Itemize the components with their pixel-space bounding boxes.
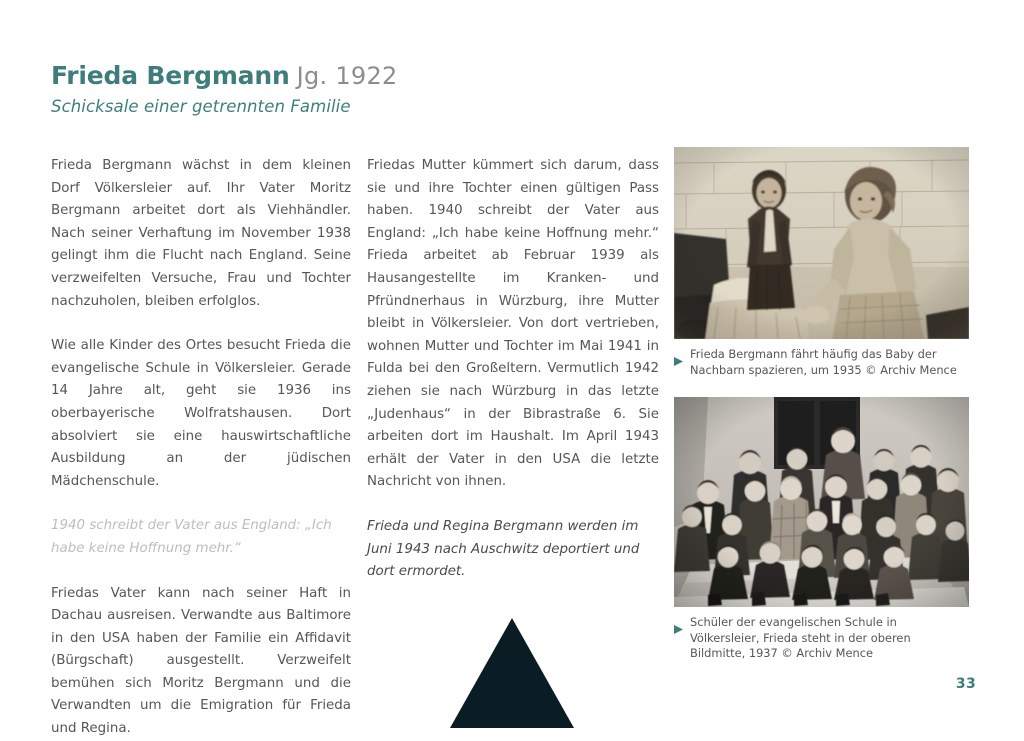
decorative-triangle xyxy=(450,618,574,728)
caption-triangle-icon xyxy=(674,351,683,370)
photo-caption-portrait xyxy=(674,347,969,378)
photo-caption-class xyxy=(674,615,969,662)
photo-portrait xyxy=(674,147,969,339)
paragraph-right-1: Friedas Mutter kümmert sich darum, dass sie und ihre Tochter einen gültigen Pass haben. 1940 schreibt der Vater aus England: „Ich habe keine Hoffnung mehr.“ Frieda arbeitet ab Februar 1939 als Hausangestellte im Kranken- und Pfründnerhaus in Würzburg, ihre Mutter bleibt in Völkersleier. Von dort vertrieben, wohnen Mutter und Tochter im Mai 1941 in Fulda bei den Großeltern. Vermutlich 1942 ziehen sie nach Würzburg in das letzte „Judenhaus“ in der Bibrastraße 6. Sie arbeiten dort im Haushalt. Im April 1943 erhält der Vater in den USA die letzte Nachricht von ihnen. xyxy=(367,158,659,490)
photo-class-group xyxy=(674,397,969,607)
page-title-name: Frieda Bergmann xyxy=(51,61,290,90)
page-number: 33 xyxy=(955,676,976,692)
photo-block-portrait xyxy=(674,147,969,378)
page-header xyxy=(51,62,671,116)
page-subtitle: Schicksale einer getrennten Familie xyxy=(51,96,351,116)
text-column-left xyxy=(51,155,351,741)
paragraph-left-3: Friedas Vater kann nach seiner Haft in Dachau ausreisen. Verwandte aus Baltimore in den USA haben der Familie ein Affidavit (Bürgschaft) ausgestellt. Verzweifelt bemühen sich Moritz Bergmann und die Verwandten um die Emigration für Frieda und Regina. xyxy=(51,585,351,737)
pull-quote: 1940 schreibt der Vater aus England: „Ich habe keine Hoffnung mehr.“ xyxy=(51,518,332,556)
paragraph-left-1: Frieda Bergmann wächst in dem kleinen Dorf Völkersleier auf. Ihr Vater Moritz Bergmann arbeitet dort als Viehhändler. Nach seiner Verhaftung im November 1938 gelingt ihm die Flucht nach England. Seine verzweifelten Versuche, Frau und Tochter nachzuholen, bleiben erfolglos. xyxy=(51,158,351,309)
closing-statement: Frieda und Regina Bergmann werden im Juni 1943 nach Auschwitz deportiert und dort ermordet. xyxy=(367,518,640,580)
text-column-right xyxy=(367,155,659,584)
photo-block-class xyxy=(674,397,969,662)
page-title-birth-year: Jg. 1922 xyxy=(296,62,398,90)
caption-triangle-icon xyxy=(674,619,683,638)
caption-text-portrait: Frieda Bergmann fährt häufig das Baby der Nachbarn spazieren, um 1935 © Archiv Mence xyxy=(690,347,957,377)
caption-text-class: Schüler der evangelischen Schule in Völkersleier, Frieda steht in der oberen Bildmitte, 1937 © Archiv Mence xyxy=(690,615,911,660)
paragraph-left-2: Wie alle Kinder des Ortes besucht Frieda die evangelische Schule in Völkersleier. Gerade 14 Jahre alt, geht sie 1936 ins oberbayerische Wolfratshausen. Dort absolviert sie eine hauswirtschaftliche Ausbildung an der jüdischen Mädchenschule. xyxy=(51,338,351,489)
page-title xyxy=(51,62,671,90)
